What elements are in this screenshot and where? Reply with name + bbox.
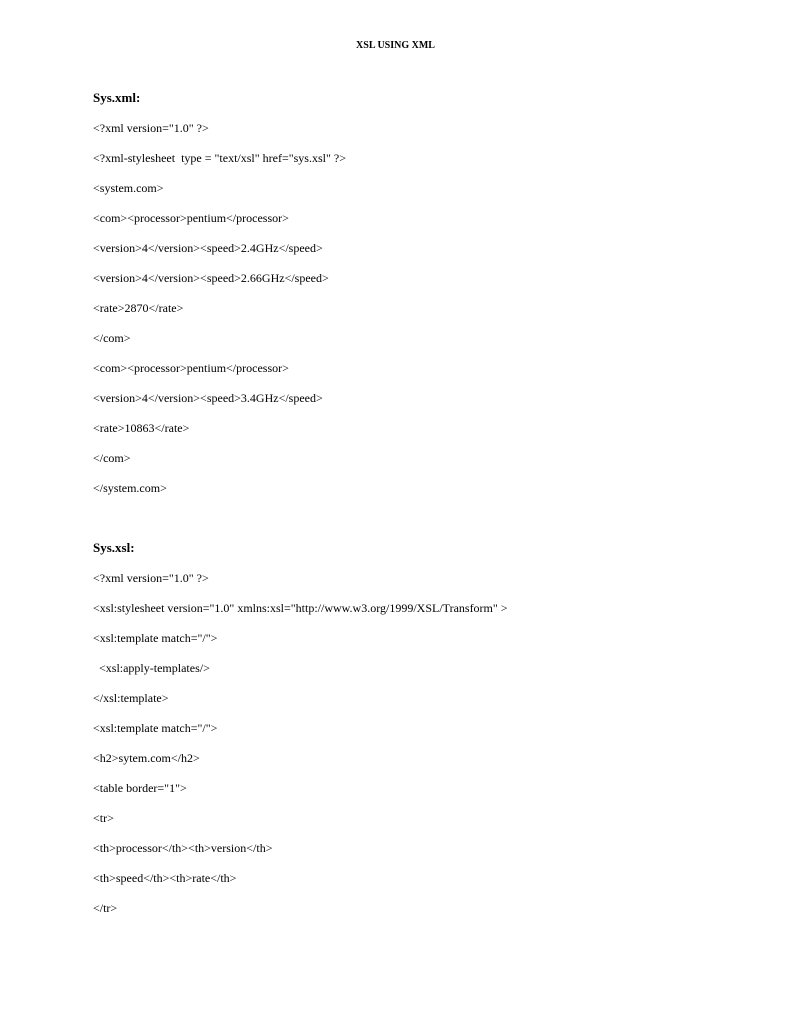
code-line: <?xml version="1.0" ?>	[93, 571, 209, 585]
code-line: <xsl:template match="/">	[93, 631, 218, 645]
code-line: </xsl:template>	[93, 691, 169, 705]
code-line: <xsl:template match="/">	[93, 721, 218, 735]
section-heading-sys-xml: Sys.xml:	[93, 90, 141, 105]
code-line: <h2>sytem.com</h2>	[93, 751, 200, 765]
code-line: <com><processor>pentium</processor>	[93, 361, 289, 375]
code-line: <rate>10863</rate>	[93, 421, 190, 435]
code-line: <xsl:stylesheet version="1.0" xmlns:xsl="http://www.w3.org/1999/XSL/Transform" >	[93, 601, 508, 615]
code-line: <th>processor</th><th>version</th>	[93, 841, 273, 855]
code-line: <table border="1">	[93, 781, 187, 795]
code-line: <rate>2870</rate>	[93, 301, 184, 315]
page-header-title: XSL USING XML	[356, 40, 435, 51]
code-line: </com>	[93, 451, 131, 465]
code-line: <?xml version="1.0" ?>	[93, 121, 209, 135]
section-heading-sys-xsl: Sys.xsl:	[93, 540, 135, 555]
code-line: <version>4</version><speed>2.66GHz</speed>	[93, 271, 329, 285]
code-line: </system.com>	[93, 481, 167, 495]
code-line: <version>4</version><speed>2.4GHz</speed>	[93, 241, 323, 255]
code-line: </com>	[93, 331, 131, 345]
code-line: <?xml-stylesheet type = "text/xsl" href="sys.xsl" ?>	[93, 151, 346, 165]
code-line: </tr>	[93, 901, 118, 915]
code-line: <system.com>	[93, 181, 164, 195]
code-line: <version>4</version><speed>3.4GHz</speed>	[93, 391, 323, 405]
code-line: <tr>	[93, 811, 114, 825]
code-line: <th>speed</th><th>rate</th>	[93, 871, 237, 885]
code-line: <com><processor>pentium</processor>	[93, 211, 289, 225]
code-line: <xsl:apply-templates/>	[93, 661, 210, 675]
